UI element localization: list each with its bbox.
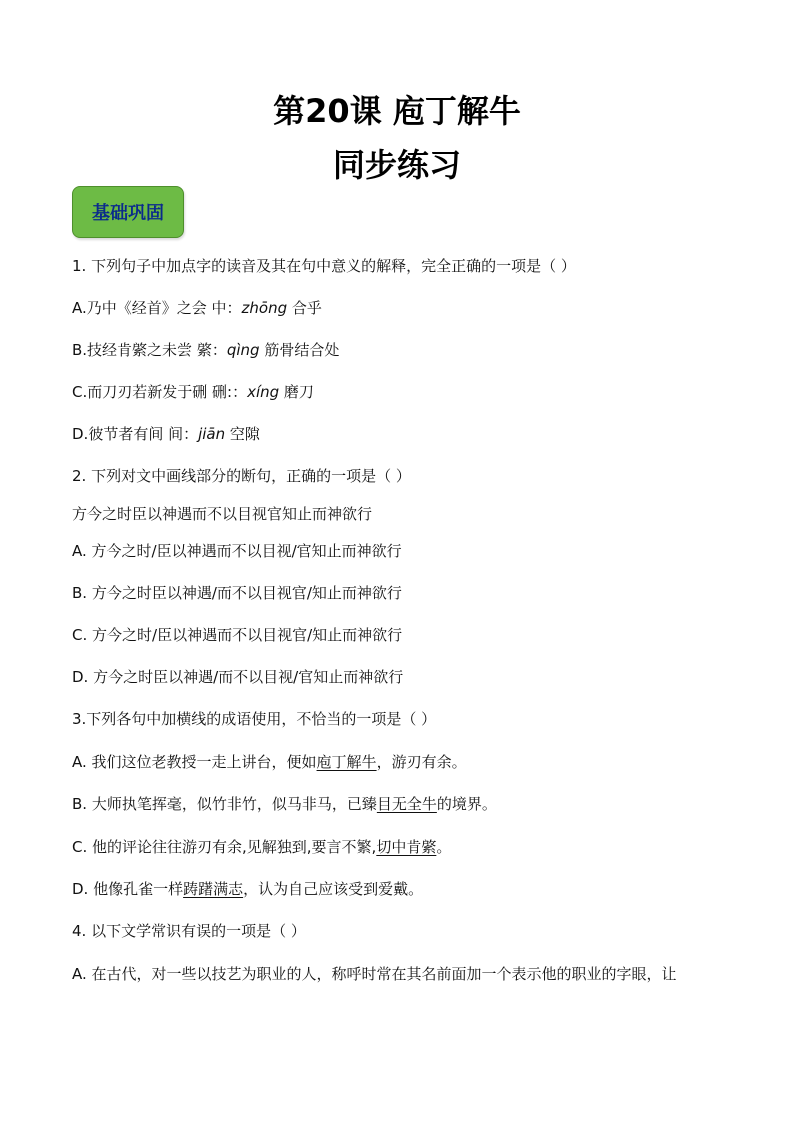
text-line xyxy=(72,879,423,899)
text-segment: 合乎 xyxy=(287,299,322,317)
text-segment: C.而刀刃若新发于硎 硎:： xyxy=(72,383,248,401)
text-line xyxy=(72,256,576,276)
pinyin-text: jiān xyxy=(198,425,226,443)
text-segment: D. 方今之时臣以神遇/而不以目视/官知止而神欲行 xyxy=(72,668,404,686)
text-line xyxy=(72,794,497,814)
text-segment: 空隙 xyxy=(225,425,260,443)
pinyin-text: xíng xyxy=(247,383,280,401)
text-segment: 磨刀 xyxy=(279,383,314,401)
pinyin-text: qìng xyxy=(226,341,260,359)
section-badge xyxy=(72,186,184,238)
text-segment: 3.下列各句中加横线的成语使用，不恰当的一项是（ ） xyxy=(72,710,437,728)
underlined-idiom: 庖丁解牛 xyxy=(316,753,377,771)
text-line xyxy=(72,709,436,729)
text-segment: 2. 下列对文中画线部分的断句，正确的一项是（ ） xyxy=(72,467,411,485)
text-line xyxy=(72,466,411,486)
text-line xyxy=(72,504,372,524)
page-subtitle: 同步练习 xyxy=(332,146,461,184)
text-segment: 的境界。 xyxy=(436,795,497,813)
underlined-idiom: 切中肯綮 xyxy=(376,838,437,856)
text-segment: 4. 以下文学常识有误的一项是（ ） xyxy=(72,922,306,940)
text-segment: B. 方今之时臣以神遇/而不以目视官/知止而神欲行 xyxy=(72,584,402,602)
text-line xyxy=(72,667,403,687)
text-segment: A. 方今之时/臣以神遇而不以目视/官知止而神欲行 xyxy=(72,542,402,560)
text-line xyxy=(72,583,402,603)
text-line xyxy=(72,298,322,318)
text-line xyxy=(72,382,314,402)
text-line xyxy=(72,340,339,360)
text-segment: C. 他的评论往往游刃有余,见解独到,要言不繁, xyxy=(72,838,377,856)
page-title: 第20课 庖丁解牛 xyxy=(273,92,521,130)
text-segment: D. 他像孔雀一样 xyxy=(72,880,184,898)
text-line xyxy=(72,964,677,984)
text-segment: 。 xyxy=(436,838,452,856)
text-segment: B.技经肯綮之未尝 綮： xyxy=(72,341,227,359)
text-segment: 筋骨结合处 xyxy=(259,341,340,359)
text-segment: 方今之时臣以神遇而不以目视官知止而神欲行 xyxy=(72,505,373,523)
text-line xyxy=(72,752,467,772)
text-segment: C. 方今之时/臣以神遇而不以目视官/知止而神欲行 xyxy=(72,626,403,644)
text-line xyxy=(72,921,306,941)
text-line xyxy=(72,541,402,561)
pinyin-text: zhōng xyxy=(241,299,288,317)
text-segment: A.乃中《经首》之会 中： xyxy=(72,299,242,317)
section-badge-label: 基础巩固 xyxy=(92,203,164,224)
underlined-idiom: 踌躇满志 xyxy=(183,880,244,898)
text-segment: D.彼节者有间 间： xyxy=(72,425,199,443)
text-segment: ，游刃有余。 xyxy=(376,753,467,771)
text-segment: 1. 下列句子中加点字的读音及其在句中意义的解释，完全正确的一项是（ ） xyxy=(72,257,576,275)
text-segment: A. 我们这位老教授一走上讲台，便如 xyxy=(72,753,317,771)
text-line xyxy=(72,625,402,645)
underlined-idiom: 目无全牛 xyxy=(376,795,437,813)
text-segment: A. 在古代，对一些以技艺为职业的人，称呼时常在其名前面加一个表示他的职业的字眼，让 xyxy=(72,965,677,983)
text-segment: ，认为自己应该受到爱戴。 xyxy=(243,880,424,898)
text-line xyxy=(72,424,260,444)
text-line xyxy=(72,837,451,857)
text-segment: B. 大师执笔挥毫，似竹非竹，似马非马，已臻 xyxy=(72,795,377,813)
